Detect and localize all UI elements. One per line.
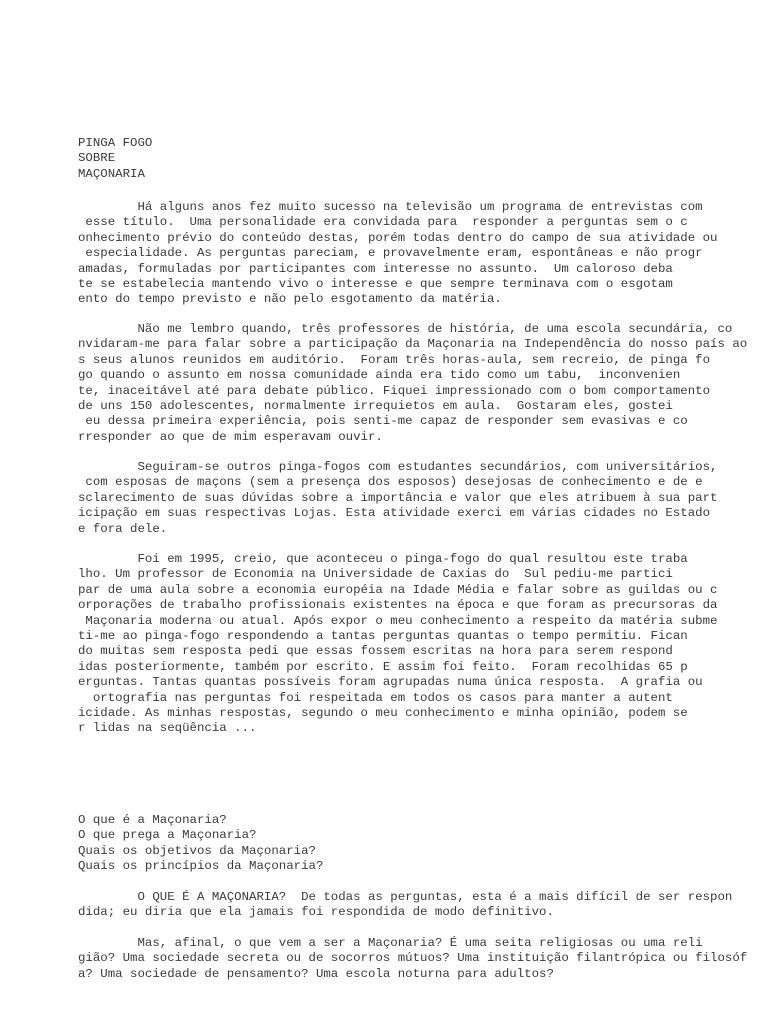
intro-paragraph-1: Há alguns anos fez muito sucesso na televisão um programa de entrevistas com esse título. Uma personalidade era convidada para responder a perguntas sem o c onhecimento prévio do conteúdo destas, porém todas dentro do campo de sua atividade ou especialidade. As perguntas pareciam, e provavelmente eram, espontâneas e não progr amadas, formuladas por participantes com interesse no assunto. Um caloroso deba te se estabelecia mantendo vivo o interesse e que sempre terminava com o esgotam ento do tempo previsto e não pelo esgotamento da matéria. bbox=[78, 200, 718, 307]
intro-paragraph-2: Não me lembro quando, três professores de história, de uma escola secundária, co nvidaram-me para falar sobre a participação da Maçonaria na Independência do nosso país ao s seus alunos reunidos em auditório. Foram três horas-aula, sem recreio, de pinga fo go quando o assunto em nossa comunidade ainda era tido como um tabu, inconvenien te, inaceitável até para debate público. Fiquei impressionado com o bom comportamento de uns 150 adolescentes, normalmente irrequietos em aula. Gostaram eles, gostei eu dessa primeira experiência, pois senti-me capaz de responder sem evasivas e co rresponder ao que de mim esperavam ouvir. bbox=[78, 322, 748, 444]
answer-paragraph-1: O QUE É A MAÇONARIA? De todas as perguntas, esta é a mais difícil de ser respon dida; eu diria que ela jamais foi respondida de modo definitivo. bbox=[78, 890, 733, 920]
document-title: PINGA FOGO SOBRE MAÇONARIA bbox=[78, 136, 153, 181]
intro-paragraph-4: Foi em 1995, creio, que aconteceu o pinga-fogo do qual resultou este traba lho. Um professor de Economia na Universidade de Caxias do Sul pediu-me partici par de uma aula sobre a economia européia na Idade Média e falar sobre as guildas ou c orporações de trabalho profissionais existentes na época e que foram as precursoras da Maçonaria moderna ou atual. Após expor o meu conhecimento a respeito da matéria subme ti-me ao pinga-fogo respondendo a tantas perguntas quantas o tempo permitiu. Fican do muitas sem resposta pedi que essas fossem escritas na hora para serem respond idas posteriormente, também por escrito. E assim foi feito. Foram recolhidas 65 p erguntas. Tantas quantas possíveis foram agrupadas numa única resposta. A grafia ou ortografia nas perguntas foi respeitada em todos os casos para manter a autent icidade. As minhas respostas, segundo o meu conhecimento e minha opinião, podem se r lidas na seqüência ... bbox=[78, 552, 718, 736]
intro-paragraph-3: Seguiram-se outros pinga-fogos com estudantes secundários, com universitários, com esposas de maçons (sem a presença dos esposos) desejosas de conhecimento e de e sclarecimento de suas dúvidas sobre a importância e valor que eles atribuem à sua part icipação em suas respectivas Lojas. Esta atividade exerci em várias cidades no Estado e fora dele. bbox=[78, 460, 718, 536]
question-list: O que é a Maçonaria? O que prega a Maçonaria? Quais os objetivos da Maçonaria? Quais os princípios da Maçonaria? bbox=[78, 813, 324, 874]
answer-paragraph-2: Mas, afinal, o que vem a ser a Maçonaria? É uma seita religiosas ou uma reli gião? Uma sociedade secreta ou de socorros mútuos? Uma instituição filantrópica ou filosóf a? Uma sociedade de pensamento? Uma escola noturna para adultos? bbox=[78, 936, 748, 981]
